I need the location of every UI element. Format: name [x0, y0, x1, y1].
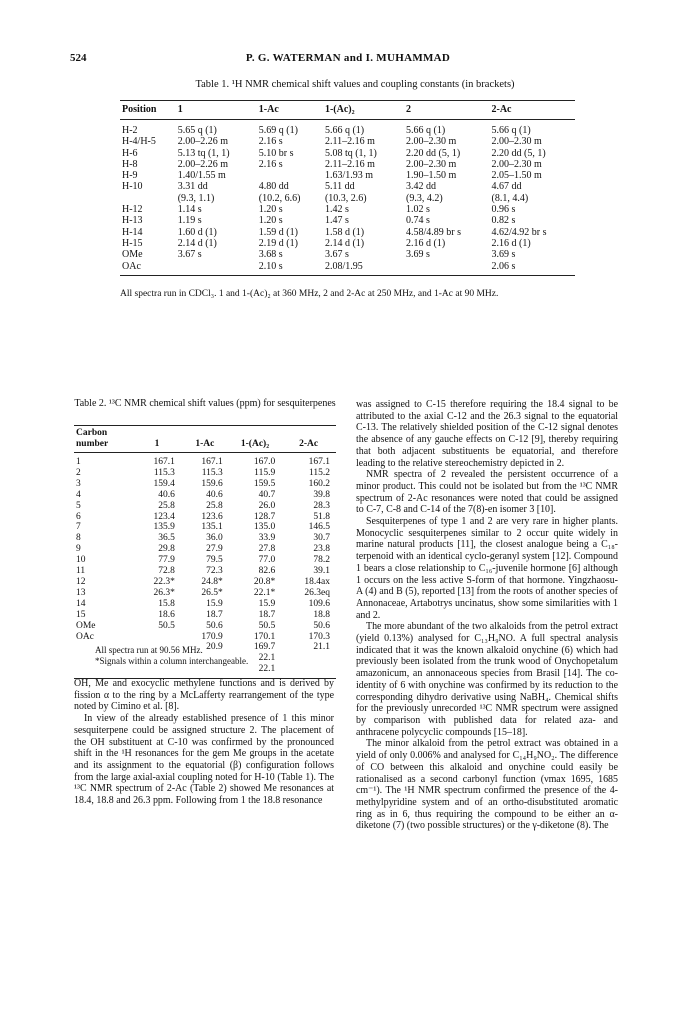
- table-cell: 21.1: [313, 642, 330, 653]
- table-cell: 27.9: [206, 544, 223, 555]
- table-cell: 1.42 s: [324, 204, 349, 216]
- table-cell: 4.62/4.92 br s: [491, 226, 547, 238]
- table-row: [74, 501, 336, 512]
- table-cell: 1.20 s: [258, 215, 283, 227]
- table-cell: OMe: [122, 249, 143, 261]
- table-cell: 167.1: [153, 457, 175, 467]
- table-row: [120, 120, 575, 137]
- table-cell: 33.9: [258, 533, 276, 544]
- table-row: [74, 533, 336, 544]
- table-row: [74, 632, 336, 643]
- table-cell: 5.08 tq (1, 1): [324, 147, 377, 159]
- table-cell: 167.0: [253, 457, 276, 467]
- table-cell: 28.3: [313, 500, 330, 511]
- table-cell: 29.8: [158, 544, 175, 555]
- table-cell: 115.2: [308, 467, 330, 478]
- table-cell: 2.14 d (1): [177, 237, 217, 249]
- table-cell: (9.3, 4.2): [406, 192, 443, 204]
- table-cell: 2.06 s: [489, 261, 575, 276]
- table-cell: 39.8: [313, 489, 330, 500]
- table-row: [74, 490, 336, 501]
- table-cell: 40.7: [258, 489, 276, 500]
- table-row: [74, 522, 336, 533]
- table-cell: 18.4ax: [304, 576, 330, 587]
- left-column-text: [74, 678, 334, 807]
- table-cell: H-15: [122, 237, 143, 249]
- table-cell: 160.2: [308, 478, 330, 489]
- table2-footnotes: [95, 645, 335, 667]
- table-cell: 1.40/1.55 m: [177, 170, 226, 182]
- table-cell: 1.59 d (1): [258, 226, 298, 238]
- table-cell: 15.8: [158, 598, 175, 609]
- page-header: [0, 52, 696, 68]
- paragraph: In view of the already established presence of 1 this minor sesquiterpene could be assigned structure 2. The placement of the OH substituent at C-10 was confirmed by the pronounced shift in the ¹H resonances for the gem Me groups in the acetate and its assignment to the equatorial (β) configuration follows from the large axial-axial coupling noted for H-10 (Table 1). The ¹³C NMR spectrum of 2-Ac (Table 2) showed Me resonances at 18.4, 18.8 and 26.3 ppm. Following from 1 the 18.8 resonance: [74, 713, 334, 807]
- table-cell: 4.67 dd: [491, 181, 522, 193]
- table-cell: 40.6: [158, 489, 175, 500]
- table-cell: (10.2, 6.6): [258, 192, 301, 204]
- table-row: [120, 136, 575, 147]
- table-cell: 36.0: [206, 533, 223, 544]
- table-row: [120, 227, 575, 238]
- table-row: [74, 512, 336, 523]
- table-cell: 82.6: [258, 566, 276, 577]
- page-number: 524: [70, 52, 87, 64]
- table-cell: 1.19 s: [177, 215, 202, 227]
- table-row: [120, 159, 575, 170]
- table-cell: 170.9: [201, 631, 223, 642]
- table-cell: 5.66 q (1): [491, 125, 531, 136]
- table-cell: 10: [76, 555, 86, 566]
- table-cell: 4.80 dd: [258, 181, 289, 193]
- table-cell: 22.1*: [253, 587, 276, 598]
- table-cell: 3.67 s: [324, 249, 349, 261]
- table-cell: 18.7: [258, 609, 276, 620]
- table-cell: 25.8: [158, 500, 175, 511]
- table-cell: 40.6: [206, 489, 223, 500]
- table-cell: 22.3*: [153, 576, 175, 587]
- table-cell: 30.7: [313, 533, 330, 544]
- number-label: number: [76, 439, 109, 449]
- right-column-text: [356, 399, 618, 832]
- table-cell: 2: [76, 467, 81, 478]
- table-cell: 2.19 d (1): [258, 237, 298, 249]
- table-cell: 15.9: [206, 598, 223, 609]
- table-cell: 77.0: [258, 555, 276, 566]
- table-cell: 20.8*: [253, 576, 276, 587]
- table-cell: 2.00–2.30 m: [406, 136, 457, 148]
- table-cell: 1.90–1.50 m: [406, 170, 457, 182]
- table-cell: 5.65 q (1): [177, 125, 217, 136]
- table-cell: 109.6: [308, 598, 330, 609]
- table-cell: 14: [76, 598, 86, 609]
- table-cell: H-6: [122, 147, 138, 159]
- table-row: [120, 148, 575, 159]
- table2-footnote-1: All spectra run at 90.56 MHz.: [95, 645, 203, 655]
- table-cell: 78.2: [313, 555, 330, 566]
- table2-col-header: 2-Ac: [281, 426, 336, 453]
- table-cell: 5.66 q (1): [406, 125, 446, 136]
- table1-col-header: 1: [176, 101, 257, 120]
- table-cell: 128.7: [253, 511, 276, 522]
- table-row: [74, 555, 336, 566]
- table-cell: 2.00–2.30 m: [491, 158, 542, 170]
- table-cell: 2.16 s: [258, 158, 283, 170]
- table-cell: 3.68 s: [258, 249, 283, 261]
- table-cell: 2.16 s: [258, 136, 283, 148]
- table-row: [120, 181, 575, 192]
- table-cell: [176, 261, 257, 276]
- table-cell: 169.7: [253, 642, 276, 653]
- table-cell: 115.3: [201, 467, 223, 478]
- table-row: [120, 261, 575, 276]
- table-cell: 50.5: [258, 620, 276, 631]
- table-cell: 2.00–2.26 m: [177, 158, 228, 170]
- table-row: [74, 479, 336, 490]
- table-cell: 25.8: [206, 500, 223, 511]
- table2-carbon-header: [74, 426, 133, 453]
- table2-caption: Table 2. ¹³C NMR chemical shift values (ppm) for sesquiterpenes: [74, 398, 336, 409]
- table-cell: 123.6: [201, 511, 223, 522]
- table-row: [120, 249, 575, 260]
- table1-col-header: 1-(Ac)₂: [323, 101, 404, 120]
- table-cell: 1.47 s: [324, 215, 349, 227]
- table-cell: (9.3, 1.1): [177, 192, 215, 204]
- table-cell: 167.1: [308, 457, 330, 467]
- table-cell: 27.8: [258, 544, 276, 555]
- table-cell: 50.5: [158, 620, 175, 631]
- table-cell: 7: [76, 522, 81, 533]
- table-row: [74, 588, 336, 599]
- table-cell: 36.5: [158, 533, 175, 544]
- table-cell: 115.3: [153, 467, 175, 478]
- table-cell: (10.3, 2.6): [324, 192, 367, 204]
- table-cell: H-8: [122, 158, 138, 170]
- table2-col-header: 1-(Ac)₂: [229, 426, 281, 453]
- table-cell: 123.4: [153, 511, 175, 522]
- running-title: P. G. WATERMAN and I. MUHAMMAD: [245, 52, 451, 64]
- table-cell: 1.58 d (1): [324, 226, 365, 238]
- table-row: [120, 238, 575, 249]
- paragraph: The minor alkaloid from the petrol extract was obtained in a yield of only 0.006% and analysed for C₁₄H₉NO₂. The difference of CO between this alkaloid and onychine could easily be rationalised as a second carbonyl function (νmax 1695, 1685 cm⁻¹). The ¹H NMR spectrum confirmed the presence of the 4-methylpyridine system and of an ortho-disubstituted aromatic ring as in 6, thus requiring the compound to be either an α-diketone (7) (two possible structures) or the γ-diketone (8). The: [356, 738, 618, 832]
- table1-footnote: All spectra run in CDCl₃. 1 and 1-(Ac)₂ at 360 MHz, 2 and 2-Ac at 250 MHz, and 1-Ac at 90 MHz.: [120, 289, 499, 299]
- table-cell: 2.20 dd (5, 1): [491, 147, 546, 159]
- table-cell: 0.96 s: [491, 204, 516, 216]
- table-cell: 2.11–2.16 m: [324, 158, 375, 170]
- table-cell: 1.20 s: [258, 204, 283, 216]
- table-cell: 1.63/1.93 m: [324, 170, 373, 182]
- table-cell: 2.00–2.30 m: [491, 136, 542, 148]
- table-cell: 3.69 s: [406, 249, 430, 261]
- table-cell: 3.69 s: [491, 249, 516, 261]
- table-cell: 20.9: [206, 642, 223, 653]
- table-cell: (8.1, 4.4): [491, 192, 529, 204]
- table-cell: 26.3eq: [304, 587, 330, 598]
- table1-col-header: 2-Ac: [489, 101, 575, 120]
- table2-col-header: 1-Ac: [181, 426, 229, 453]
- table-cell: 26.5*: [201, 587, 223, 598]
- table-cell: OAc: [120, 261, 176, 276]
- table-cell: 79.5: [206, 555, 223, 566]
- paragraph: OH, Me and exocyclic methylene functions and is derived by fission α to the ring by a McLafferty rearrangement of the type noted by Cimino et al. [8].: [74, 678, 334, 713]
- table-cell: 23.8: [313, 544, 330, 555]
- table1-caption: Table 1. ¹H NMR chemical shift values and coupling constants (in brackets): [195, 79, 515, 90]
- table-row: [74, 621, 336, 632]
- table-cell: 3: [76, 478, 81, 489]
- table-cell: 12: [76, 576, 86, 587]
- table-cell: 1: [76, 457, 81, 467]
- table-cell: 72.3: [206, 566, 223, 577]
- table-row: [74, 453, 336, 468]
- table-cell: 135.0: [253, 522, 276, 533]
- table-row: [74, 599, 336, 610]
- table-cell: 18.8: [313, 609, 330, 620]
- paragraph: was assigned to C-15 therefore requiring the 18.4 signal to be attributed to the axial C-12 and the 26.3 signal to the equatorial C-13. The relatively shielded position of the C-12 signal denotes the absence of any gauche effects on C-12 [9], thereby requiring that both adjacent substituents be equatorial, and therefore leading to the relative stereochemistry depicted in 2.: [356, 399, 618, 469]
- table-row: [74, 610, 336, 621]
- paragraph: Sesquiterpenes of type 1 and 2 are very rare in higher plants. Monocyclic sesquiterpenes similar to 2 occur quite widely in marine natural products [11], the closest analogue being a C₁₈-terpenoid with an identical cyclo-geranyl system [12]. Compound 1 bears a close relationship to C₁₆-juvenile hormone [6] although 1 occurs on the less active S-form of that hormone. Yingzhaosu-A (4) and B (5), reported [13] from the roots of another species of Annonaceae, Artabotrys uncinatus, show some similarities with 1 and 2.: [356, 516, 618, 621]
- table-cell: 2.16 d (1): [406, 237, 446, 249]
- table-cell: 9: [76, 544, 81, 555]
- table-cell: 2.11–2.16 m: [324, 136, 375, 148]
- table-cell: 1.14 s: [177, 204, 202, 216]
- table-row: [120, 204, 575, 215]
- table-cell: 2.10 s: [257, 261, 323, 276]
- table-cell: 135.1: [201, 522, 223, 533]
- table2-col-header: 1: [133, 426, 181, 453]
- table-cell: 13: [76, 587, 86, 598]
- table-cell: 5.13 tq (1, 1): [177, 147, 230, 159]
- table1-header-row: [120, 101, 575, 120]
- table-cell: 77.9: [158, 555, 175, 566]
- table-cell: 5.10 br s: [258, 147, 294, 159]
- table1-col-header: 2: [404, 101, 489, 120]
- table-cell: 24.8*: [201, 576, 223, 587]
- table-cell: 51.8: [313, 511, 330, 522]
- paragraph: NMR spectra of 2 revealed the persistent occurrence of a minor product. This could not be isolated but from the ¹³C NMR spectrum of 2-Ac resonances were noted that could be assigned to C-7, C-8 and C-14 of the 7(8)-en isomer 3 [10].: [356, 469, 618, 516]
- table-cell: 159.6: [201, 478, 223, 489]
- table-cell: 1.02 s: [406, 204, 430, 216]
- table-cell: 50.6: [313, 620, 330, 631]
- table2-footnote-2: *Signals within a column interchangeable.: [95, 656, 249, 666]
- table-cell: H-12: [122, 204, 143, 216]
- table-cell: 15: [76, 609, 86, 620]
- table-cell: 3.42 dd: [406, 181, 436, 193]
- table-cell: 2.20 dd (5, 1): [406, 147, 461, 159]
- table-cell: 22.1: [258, 653, 276, 664]
- carbon-label: Carbon: [76, 428, 108, 438]
- table-cell: 5.69 q (1): [258, 125, 298, 136]
- table-cell: 167.1: [201, 457, 223, 467]
- table-cell: 4: [76, 489, 81, 500]
- table-row: [74, 468, 336, 479]
- table-cell: 159.5: [253, 478, 276, 489]
- table-cell: H-13: [122, 215, 143, 227]
- table-cell: 5.11 dd: [324, 181, 355, 193]
- table1: [120, 100, 575, 276]
- table-cell: [257, 170, 323, 181]
- table-cell: 26.3*: [153, 587, 175, 598]
- table-row: [74, 577, 336, 588]
- table-cell: 26.0: [258, 500, 276, 511]
- table-cell: 5.66 q (1): [324, 125, 365, 136]
- table-cell: H-14: [122, 226, 143, 238]
- table2: [74, 425, 336, 679]
- table-row: [120, 170, 575, 181]
- table-cell: 2.08/1.95: [323, 261, 404, 276]
- table-cell: OMe: [76, 620, 96, 631]
- table-cell: 0.74 s: [406, 215, 430, 227]
- table-cell: [133, 632, 181, 643]
- table-cell: [404, 261, 489, 276]
- table-row: [74, 566, 336, 577]
- table-cell: 2.14 d (1): [324, 237, 365, 249]
- table1-col-header: 1-Ac: [257, 101, 323, 120]
- table-cell: 2.00–2.30 m: [406, 158, 457, 170]
- table-cell: 159.4: [153, 478, 175, 489]
- table-cell: 0.82 s: [491, 215, 516, 227]
- table-cell: 115.9: [254, 467, 276, 478]
- table1-col-header: Position: [120, 101, 176, 120]
- table-cell: 3.67 s: [177, 249, 202, 261]
- table-cell: 170.1: [253, 631, 276, 642]
- table-cell: 11: [76, 566, 86, 577]
- table-cell: 6: [76, 511, 81, 522]
- table-cell: H-2: [122, 125, 138, 136]
- table-cell: 135.9: [153, 522, 175, 533]
- table-row: [120, 215, 575, 226]
- table-cell: 72.8: [158, 566, 175, 577]
- table-cell: 2.16 d (1): [491, 237, 531, 249]
- table-cell: OAc: [76, 631, 94, 642]
- table-cell: 18.6: [158, 609, 175, 620]
- table2-header-row: [74, 426, 336, 453]
- table-cell: 39.1: [313, 566, 330, 577]
- table-cell: 1.60 d (1): [177, 226, 217, 238]
- table-row: [74, 544, 336, 555]
- table-cell: [120, 193, 176, 204]
- paragraph: The more abundant of the two alkaloids from the petrol extract (yield 0.13%) analysed for C₁₃H₉NO. A full spectral analysis indicated that it was the known alkaloid onychine (6) which had previously been isolated from the trunk wood of Onychopetalum amazonicum, an annonaceous species from Brasil [14]. The co-identity of 6 with onychine was confirmed by its reduction to the corresponding dihydro derivative using NaBH₄. Chemical shifts for the previously unrecorded ¹³C NMR spectrum were assigned by comparison with published data for related aza- and anthracene polycyclic compounds [15–18].: [356, 621, 618, 738]
- table-cell: 170.3: [308, 631, 330, 642]
- table-cell: 3.31 dd: [177, 181, 208, 193]
- table-cell: H-9: [122, 170, 138, 182]
- table-cell: 15.9: [258, 598, 276, 609]
- table-cell: 18.7: [206, 609, 223, 620]
- table-cell: 2.00–2.26 m: [177, 136, 228, 148]
- table-cell: 2.05–1.50 m: [491, 170, 542, 182]
- table-cell: 146.5: [308, 522, 330, 533]
- table-cell: 22.1: [229, 664, 281, 678]
- table-cell: 4.58/4.89 br s: [406, 226, 461, 238]
- table-cell: H-4/H-5: [122, 136, 156, 148]
- table-row: [120, 193, 575, 204]
- table-cell: 8: [76, 533, 81, 544]
- table-cell: 5: [76, 500, 81, 511]
- table-cell: 50.6: [206, 620, 223, 631]
- table-cell: H-10: [122, 181, 143, 193]
